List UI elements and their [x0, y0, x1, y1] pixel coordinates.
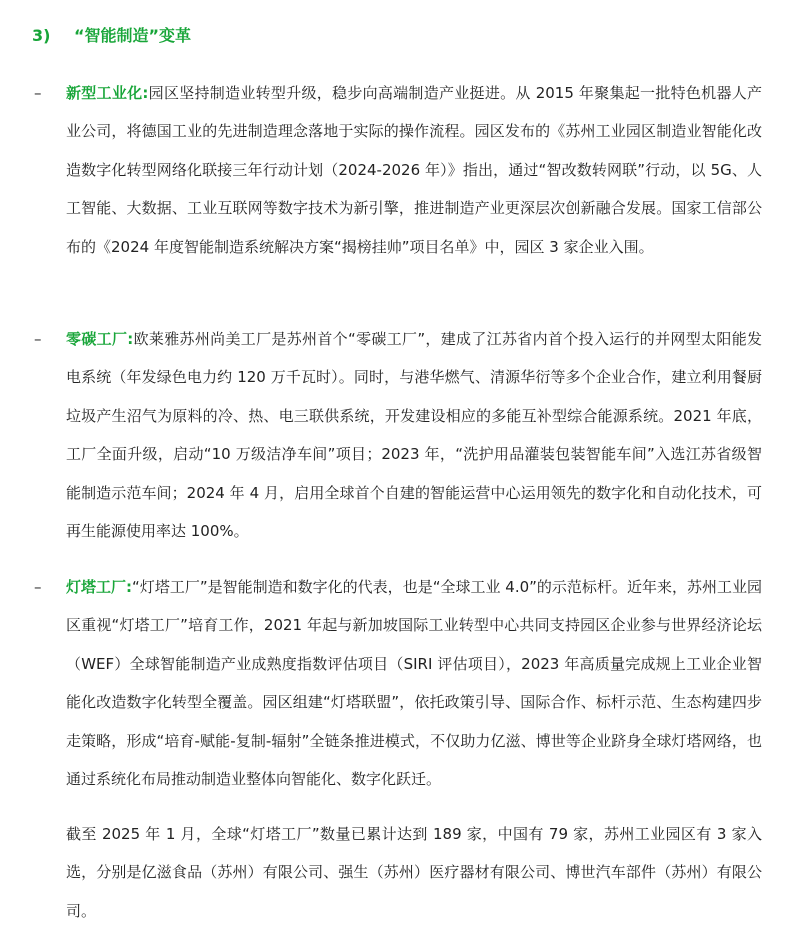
bullet-dash: – — [34, 330, 42, 348]
section-title: “智能制造”变革 — [74, 26, 192, 45]
bullet-text: 欧莱雅苏州尚美工厂是苏州首个“零碳工厂”，建成了江苏省内首个投入运行的并网型太阳能发电系统（年发绿色电力约 120 万千瓦时）。同时，与港华燃气、清源华衍等多个企业合作，建立利用餐厨垃圾产生沼气为原料的冷、热、电三联供系统，开发建设相应的多能互补型综合能源系统。2021 年底，工厂全面升级，启动“10 万级洁净车间”项目；2023 年，“洗护用品灌装包装智能车间”入选江苏省级智能制造示范车间；2024 年 4 月，启用全球首个自建的智能运营中心运用领先的数字化和自动化技术，可再生能源使用率达 100%。 — [66, 330, 763, 541]
bullet-term: 零碳工厂: — [66, 330, 134, 348]
closing-paragraph: 截至 2025 年 1 月，全球“灯塔工厂”数量已累计达到 189 家，中国有 79 家，苏州工业园区有 3 家入选，分别是亿滋食品（苏州）有限公司、强生（苏州）医疗器材有限公司、博世汽车部件（苏州）有限公司。 — [66, 825, 762, 920]
bullet-text: 园区坚持制造业转型升级，稳步向高端制造产业挺进。从 2015 年聚集起一批特色机器人产业公司，将德国工业的先进制造理念落地于实际的操作流程。园区发布的《苏州工业园区制造业智能化改造数字化转型网络化联接三年行动计划（2024-2026 年）》指出，通过“智改数转网联”行动，以 5G、人工智能、大数据、工业互联网等数字技术为新引擎，推进制造产业更深层次创新融合发展。国家工信部公布的《2024 年度智能制造系统解决方案“揭榜挂帅”项目名单》中，园区 3 家企业入围。 — [66, 84, 763, 256]
bullet-term: 灯塔工厂: — [66, 578, 133, 596]
bullet-dash: – — [34, 578, 42, 596]
bullet-body — [66, 568, 762, 798]
section-heading — [32, 24, 191, 48]
bullet-text: “灯塔工厂”是智能制造和数字化的代表，也是“全球工业 4.0”的示范标杆。近年来，苏州工业园区重视“灯塔工厂”培育工作，2021 年起与新加坡国际工业转型中心共同支持园区企业参与世界经济论坛（WEF）全球智能制造产业成熟度指数评估项目（SIRI 评估项目），2023 年高质量完成规上工业企业智能化改造数字化转型全覆盖。园区组建“灯塔联盟”，依托政策引导、国际合作、标杆示范、生态构建四步走策略，形成“培育-赋能-复制-辐射”全链条推进模式，不仅助力亿滋、博世等企业跻身全球灯塔网络，也通过系统化布局推动制造业整体向智能化、数字化跃迁。 — [66, 578, 762, 789]
bullet-item-zero-carbon-factory — [34, 320, 764, 550]
bullet-body — [66, 74, 762, 266]
section-number: 3) — [32, 26, 51, 45]
bullet-item-new-industrialization — [34, 74, 764, 266]
bullet-term: 新型工业化: — [66, 84, 149, 102]
bullet-body — [66, 320, 762, 550]
bullet-item-lighthouse-factory — [34, 568, 764, 798]
bullet-dash: – — [34, 84, 42, 102]
